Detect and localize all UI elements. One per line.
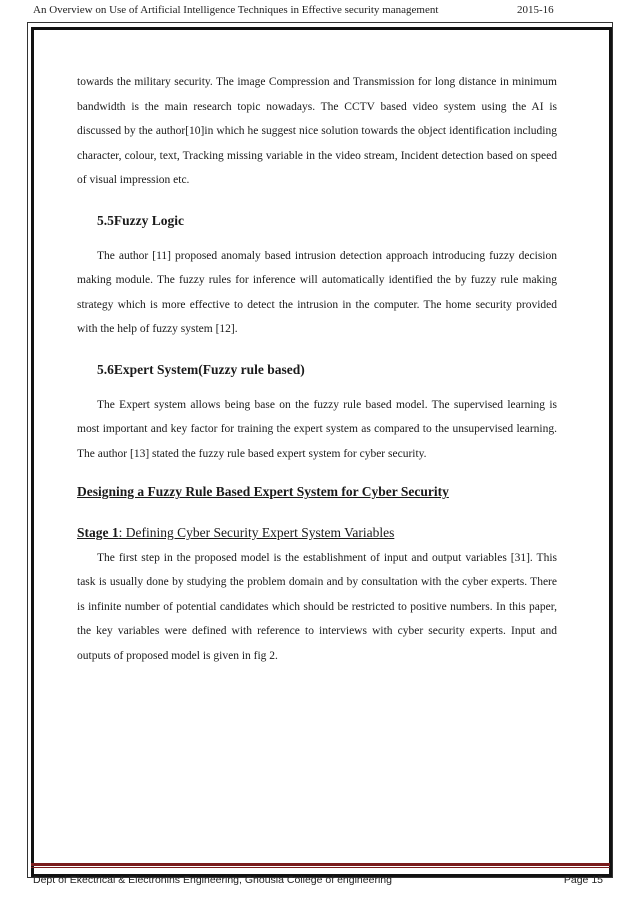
page-header bbox=[0, 0, 638, 20]
footer-department: Dept of Ekectrical & Electronins Engineering, Ghousia College of engineering bbox=[33, 874, 392, 886]
header-title: An Overview on Use of Artificial Intelligence Techniques in Effective security management bbox=[33, 4, 439, 16]
header-year: 2015-16 bbox=[517, 4, 554, 16]
page-content bbox=[77, 70, 557, 668]
stage-label: Stage 1 bbox=[77, 524, 119, 540]
heading-stage-1 bbox=[77, 521, 557, 546]
paragraph-fuzzy-logic: The author [11] proposed anomaly based intrusion detection approach introducing fuzzy decision making module. The fuzzy rules for inference will automatically identified the by fuzzy rule making strategy which is more effective to detect the intrusion in the computer. The home security provided with the help of fuzzy system [12]. bbox=[77, 249, 557, 336]
heading-expert-system: 5.6Expert System(Fuzzy rule based) bbox=[97, 361, 305, 377]
footer-rule-thin bbox=[31, 867, 610, 868]
page-footer bbox=[33, 874, 603, 890]
paragraph-intro: towards the military security. The image Compression and Transmission for long distance in minimum bandwidth is the main research topic nowadays. The CCTV based video system using the AI is discussed by the author[10]in which he suggest nice solution towards the object identification including character, colour, text, Tracking missing variable in the video stream, Incident detection based on speed of visual impression etc. bbox=[77, 76, 557, 187]
footer-rule bbox=[31, 863, 610, 866]
paragraph-stage-1: The first step in the proposed model is the establishment of input and output variables [31]. This task is usually done by studying the problem domain and by consultation with the cyber experts. There is infinite number of potential candidates which should be restricted to positive numbers. In this paper, the key variables were defined with reference to interviews with cyber security experts. Input and outputs of proposed model is given in fig 2. bbox=[77, 551, 557, 662]
heading-designing: Designing a Fuzzy Rule Based Expert System for Cyber Security bbox=[77, 484, 449, 500]
stage-title: : Defining Cyber Security Expert System Variables bbox=[118, 524, 395, 540]
paragraph-expert-system: The Expert system allows being base on the fuzzy rule based model. The supervised learning is most important and key factor for training the expert system as compared to the unsupervised learning. The author [13] stated the fuzzy rule based expert system for cyber security. bbox=[77, 398, 557, 460]
footer-page-number: Page 15 bbox=[563, 874, 603, 886]
heading-fuzzy-logic: 5.5Fuzzy Logic bbox=[97, 212, 184, 228]
